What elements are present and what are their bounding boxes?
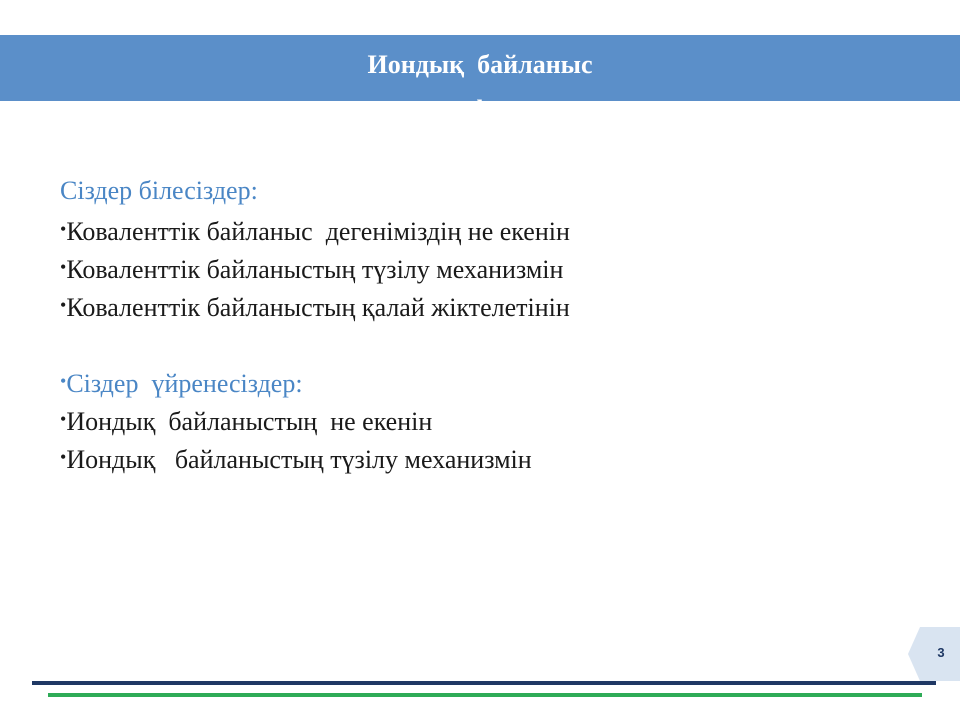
bullet-icon: •	[60, 447, 67, 467]
slide-title-overflow: ф	[471, 95, 489, 124]
known-item	[60, 286, 880, 324]
bullet-icon: •	[60, 409, 67, 429]
learn-item-text: Иондық байланыстың не екенін	[66, 407, 433, 436]
known-heading: Сіздер білесіздер:	[60, 176, 258, 205]
spacer	[60, 324, 880, 362]
bullet-icon: •	[60, 371, 67, 391]
page-number: 3	[937, 645, 945, 660]
known-item-text: Коваленттік байланыс дегеніміздің не екенін	[66, 217, 570, 246]
slide-body	[60, 172, 880, 476]
bullet-icon: •	[60, 219, 67, 239]
bullet-icon: •	[60, 257, 67, 277]
learn-item	[60, 438, 880, 476]
known-item	[60, 248, 880, 286]
title-band	[0, 35, 960, 124]
learn-item	[60, 400, 880, 438]
known-item-text: Коваленттік байланыстың түзілу механизмін	[66, 255, 564, 284]
known-item	[60, 210, 880, 248]
page-number-tab	[908, 627, 960, 681]
learn-heading	[60, 362, 880, 400]
bottom-rule-green	[48, 693, 922, 697]
bottom-rule-dark	[32, 681, 936, 685]
slide-title: Иондық байланыс	[367, 50, 593, 79]
known-item-text: Коваленттік байланыстың қалай жіктелетінін	[66, 293, 570, 322]
bullet-icon: •	[60, 295, 67, 315]
learn-heading-text: Сіздер үйренесіздер:	[66, 369, 303, 398]
learn-item-text: Иондық байланыстың түзілу механизмін	[66, 445, 532, 474]
